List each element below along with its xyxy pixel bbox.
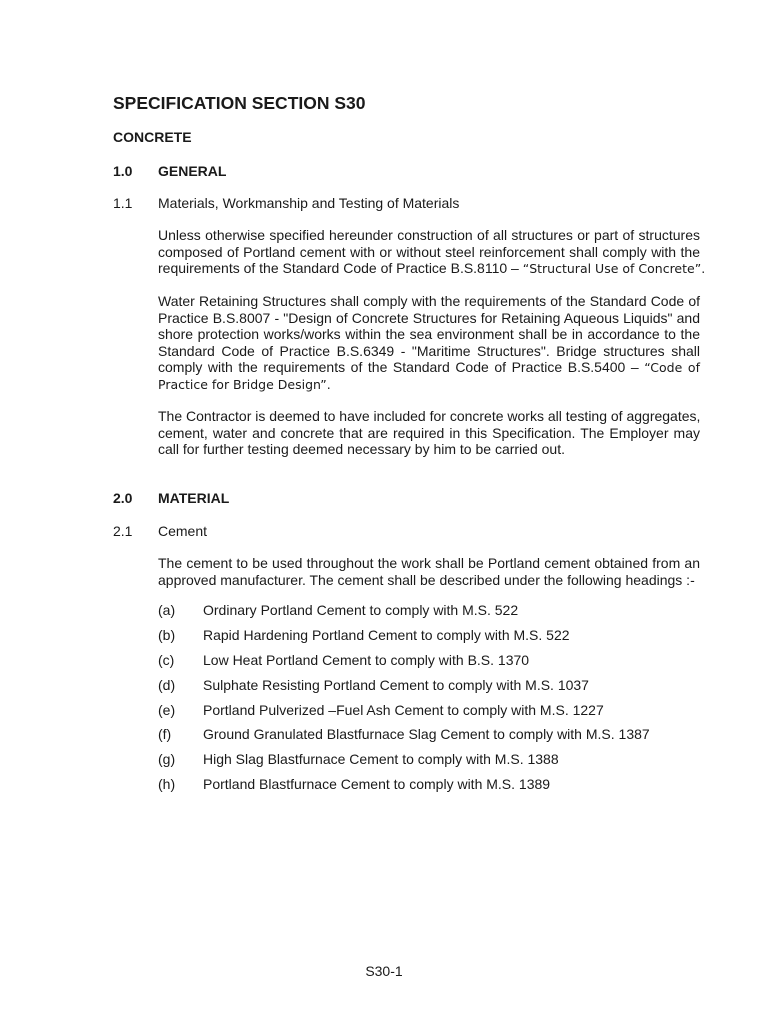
list-item-text: High Slag Blastfurnace Cement to comply with M.S. 1388 <box>203 751 559 767</box>
paragraph-line: Practice B.S.8007 - "Design of Concrete Structures for Retaining Aqueous Liquids" and <box>158 309 700 326</box>
list-item-label: (g) <box>158 751 176 767</box>
standard-title: “Code of <box>644 360 700 375</box>
list-item-label: (e) <box>158 702 176 718</box>
list-item-label: (h) <box>158 776 176 792</box>
list-item-text: Portland Blastfurnace Cement to comply with M.S. 1389 <box>203 776 551 792</box>
paragraph-line: shore protection works/works within the sea environment shall be in accordance to the <box>158 326 700 342</box>
paragraph-line <box>158 260 706 278</box>
list-item-text: Sulphate Resisting Portland Cement to comply with M.S. 1037 <box>203 677 589 693</box>
clause-1-1-heading: Materials, Workmanship and Testing of Materials <box>158 195 460 211</box>
section-2-number: 2.0 <box>113 490 133 506</box>
section-2-heading: MATERIAL <box>158 490 230 506</box>
paragraph-testing <box>158 408 700 458</box>
list-item-label: (d) <box>158 677 176 693</box>
paragraph-line: Unless otherwise specified hereunder construction of all structures or part of structures <box>158 227 700 243</box>
paragraph-line: The Contractor is deemed to have included for concrete works all testing of aggregates, <box>158 408 701 424</box>
list-item-text: Rapid Hardening Portland Cement to comply with M.S. 522 <box>203 627 570 643</box>
paragraph-scope <box>158 227 706 278</box>
list-item-text: Low Heat Portland Cement to comply with B.S. 1370 <box>203 652 530 668</box>
paragraph-line: call for further testing deemed necessary by him to be carried out. <box>158 441 565 457</box>
standard-title: “Structural Use of Concrete”. <box>522 261 706 276</box>
section-subtitle: CONCRETE <box>113 129 192 145</box>
document-title: SPECIFICATION SECTION S30 <box>113 93 366 113</box>
clause-2-1-heading: Cement <box>158 523 208 539</box>
paragraph-water-retaining <box>158 293 700 393</box>
list-item-text: Ordinary Portland Cement to comply with M.S. 522 <box>203 602 519 618</box>
paragraph-line <box>158 359 700 377</box>
paragraph-text: comply with the requirements of the Standard Code of Practice B.S.5400 – <box>158 359 645 375</box>
list-item-label: (c) <box>158 652 175 668</box>
paragraph-line: Water Retaining Structures shall comply with the requirements of the Standard Code of <box>158 293 700 309</box>
list-item-label: (b) <box>158 627 176 643</box>
paragraph-cement <box>158 555 700 588</box>
paragraph-line: The cement to be used throughout the work shall be Portland cement obtained from an <box>158 555 700 571</box>
paragraph-line: approved manufacturer. The cement shall be described under the following headings :- <box>158 571 695 588</box>
section-1-heading: GENERAL <box>158 163 227 179</box>
clause-1-1-number: 1.1 <box>113 195 133 211</box>
list-item-label: (f) <box>158 726 172 742</box>
list-item-label: (a) <box>158 602 176 618</box>
paragraph-text: requirements of the Standard Code of Practice B.S.8110 – <box>158 260 523 276</box>
paragraph-line: composed of Portland cement with or without steel reinforcement shall comply with the <box>158 243 700 260</box>
list-item-text: Ground Granulated Blastfurnace Slag Cement to comply with M.S. 1387 <box>203 726 650 742</box>
clause-2-1-number: 2.1 <box>113 523 133 539</box>
section-1-number: 1.0 <box>113 163 133 179</box>
paragraph-line: cement, water and concrete that are required in this Specification. The Employer may <box>158 424 700 441</box>
page-number-footer: S30-1 <box>365 963 403 979</box>
paragraph-line: Practice for Bridge Design”. <box>158 376 331 392</box>
list-item-text: Portland Pulverized –Fuel Ash Cement to comply with M.S. 1227 <box>203 702 604 718</box>
paragraph-line: Standard Code of Practice B.S.6349 - "Maritime Structures". Bridge structures shall <box>158 342 700 359</box>
